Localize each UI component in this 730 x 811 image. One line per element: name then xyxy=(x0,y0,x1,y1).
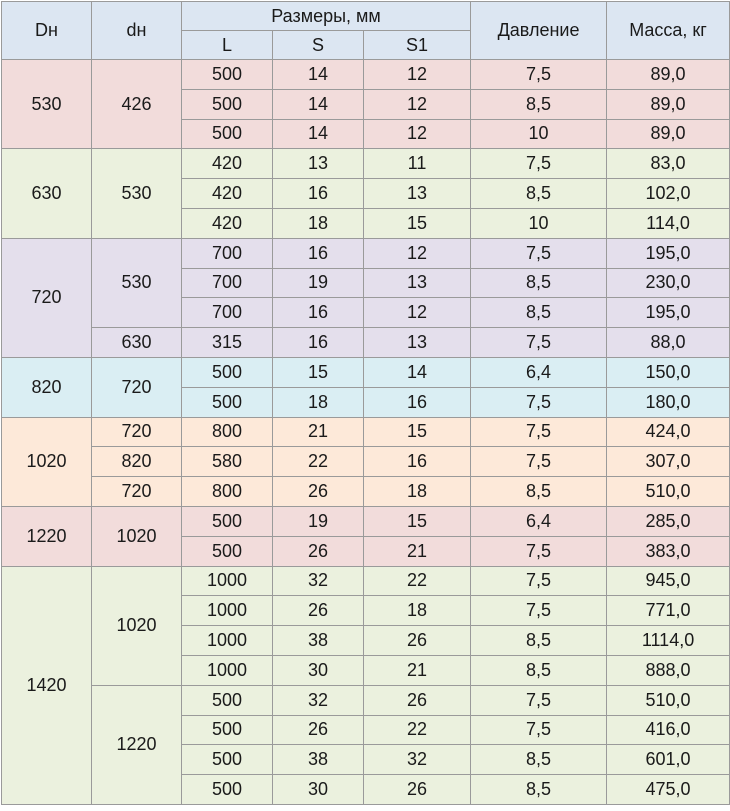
cell-mass: 195,0 xyxy=(607,238,730,268)
cell-pressure: 7,5 xyxy=(471,149,607,179)
cell-wall-s1: 12 xyxy=(364,119,471,149)
cell-wall-s: 38 xyxy=(273,626,364,656)
cell-mass: 945,0 xyxy=(607,566,730,596)
cell-wall-s1: 15 xyxy=(364,208,471,238)
cell-dn-outer: 1020 xyxy=(2,417,92,506)
cell-pressure: 7,5 xyxy=(471,417,607,447)
cell-wall-s1: 12 xyxy=(364,89,471,119)
cell-pressure: 8,5 xyxy=(471,89,607,119)
cell-wall-s: 16 xyxy=(273,238,364,268)
cell-mass: 285,0 xyxy=(607,506,730,536)
cell-length: 800 xyxy=(182,477,273,507)
cell-wall-s1: 26 xyxy=(364,626,471,656)
cell-length: 1000 xyxy=(182,655,273,685)
cell-pressure: 8,5 xyxy=(471,298,607,328)
table-row xyxy=(2,238,730,268)
cell-pressure: 10 xyxy=(471,208,607,238)
cell-wall-s1: 13 xyxy=(364,328,471,358)
specs-table xyxy=(1,1,730,805)
cell-pressure: 8,5 xyxy=(471,268,607,298)
cell-mass: 89,0 xyxy=(607,60,730,90)
cell-mass: 83,0 xyxy=(607,149,730,179)
cell-wall-s1: 16 xyxy=(364,447,471,477)
cell-wall-s1: 15 xyxy=(364,506,471,536)
cell-wall-s: 38 xyxy=(273,745,364,775)
cell-dn-inner: 720 xyxy=(92,477,182,507)
cell-pressure: 8,5 xyxy=(471,775,607,805)
cell-wall-s: 14 xyxy=(273,119,364,149)
cell-length: 500 xyxy=(182,715,273,745)
header-col-l: L xyxy=(182,31,273,60)
cell-dn-inner: 530 xyxy=(92,238,182,327)
cell-length: 500 xyxy=(182,775,273,805)
cell-wall-s: 32 xyxy=(273,566,364,596)
cell-pressure: 10 xyxy=(471,119,607,149)
cell-wall-s: 26 xyxy=(273,536,364,566)
cell-wall-s: 13 xyxy=(273,149,364,179)
table-row xyxy=(2,566,730,596)
cell-length: 420 xyxy=(182,179,273,209)
cell-mass: 114,0 xyxy=(607,208,730,238)
cell-mass: 88,0 xyxy=(607,328,730,358)
cell-wall-s1: 12 xyxy=(364,298,471,328)
cell-length: 500 xyxy=(182,119,273,149)
cell-mass: 1114,0 xyxy=(607,626,730,656)
cell-wall-s: 26 xyxy=(273,715,364,745)
cell-pressure: 7,5 xyxy=(471,536,607,566)
cell-pressure: 8,5 xyxy=(471,655,607,685)
cell-mass: 475,0 xyxy=(607,775,730,805)
cell-mass: 383,0 xyxy=(607,536,730,566)
header-col-s1: S1 xyxy=(364,31,471,60)
cell-wall-s1: 14 xyxy=(364,357,471,387)
cell-mass: 150,0 xyxy=(607,357,730,387)
cell-length: 500 xyxy=(182,387,273,417)
header-mass: Масса, кг xyxy=(607,2,730,60)
cell-wall-s: 30 xyxy=(273,775,364,805)
cell-wall-s1: 22 xyxy=(364,566,471,596)
cell-dn-outer: 1420 xyxy=(2,566,92,804)
cell-wall-s: 22 xyxy=(273,447,364,477)
table-row xyxy=(2,149,730,179)
cell-wall-s: 32 xyxy=(273,685,364,715)
cell-dn-inner: 426 xyxy=(92,60,182,149)
cell-wall-s: 19 xyxy=(273,268,364,298)
header-dn-outer: Dн xyxy=(2,2,92,60)
cell-wall-s1: 13 xyxy=(364,179,471,209)
cell-mass: 195,0 xyxy=(607,298,730,328)
cell-dn-inner: 1220 xyxy=(92,685,182,804)
cell-wall-s1: 11 xyxy=(364,149,471,179)
cell-mass: 771,0 xyxy=(607,596,730,626)
cell-wall-s1: 21 xyxy=(364,655,471,685)
table-row xyxy=(2,506,730,536)
cell-pressure: 6,4 xyxy=(471,357,607,387)
cell-pressure: 7,5 xyxy=(471,685,607,715)
cell-length: 580 xyxy=(182,447,273,477)
cell-length: 500 xyxy=(182,506,273,536)
cell-pressure: 7,5 xyxy=(471,447,607,477)
cell-wall-s1: 22 xyxy=(364,715,471,745)
header-pressure: Давление xyxy=(471,2,607,60)
cell-mass: 307,0 xyxy=(607,447,730,477)
cell-wall-s: 18 xyxy=(273,208,364,238)
table-row xyxy=(2,477,730,507)
cell-pressure: 6,4 xyxy=(471,506,607,536)
cell-pressure: 8,5 xyxy=(471,477,607,507)
table-header xyxy=(2,2,730,60)
table-row xyxy=(2,417,730,447)
cell-mass: 424,0 xyxy=(607,417,730,447)
cell-wall-s1: 12 xyxy=(364,238,471,268)
table-row xyxy=(2,685,730,715)
cell-mass: 102,0 xyxy=(607,179,730,209)
table-row xyxy=(2,328,730,358)
cell-length: 500 xyxy=(182,357,273,387)
cell-wall-s1: 18 xyxy=(364,477,471,507)
cell-wall-s1: 15 xyxy=(364,417,471,447)
cell-dn-outer: 720 xyxy=(2,238,92,357)
cell-wall-s1: 12 xyxy=(364,60,471,90)
cell-wall-s: 16 xyxy=(273,298,364,328)
cell-wall-s: 14 xyxy=(273,60,364,90)
cell-length: 700 xyxy=(182,238,273,268)
cell-wall-s1: 18 xyxy=(364,596,471,626)
header-dn-inner: dн xyxy=(92,2,182,60)
cell-length: 700 xyxy=(182,298,273,328)
cell-mass: 89,0 xyxy=(607,89,730,119)
cell-length: 1000 xyxy=(182,566,273,596)
table-row xyxy=(2,447,730,477)
cell-wall-s1: 16 xyxy=(364,387,471,417)
cell-mass: 416,0 xyxy=(607,715,730,745)
table-row xyxy=(2,60,730,90)
cell-wall-s: 26 xyxy=(273,477,364,507)
cell-dn-inner: 530 xyxy=(92,149,182,238)
cell-pressure: 7,5 xyxy=(471,60,607,90)
cell-mass: 89,0 xyxy=(607,119,730,149)
cell-wall-s: 15 xyxy=(273,357,364,387)
header-col-s: S xyxy=(273,31,364,60)
cell-wall-s1: 32 xyxy=(364,745,471,775)
header-sizes-group: Размеры, мм xyxy=(182,2,471,31)
cell-length: 420 xyxy=(182,149,273,179)
cell-length: 500 xyxy=(182,685,273,715)
cell-wall-s: 18 xyxy=(273,387,364,417)
cell-length: 420 xyxy=(182,208,273,238)
cell-dn-inner: 820 xyxy=(92,447,182,477)
cell-mass: 888,0 xyxy=(607,655,730,685)
cell-mass: 510,0 xyxy=(607,477,730,507)
cell-length: 700 xyxy=(182,268,273,298)
cell-wall-s1: 26 xyxy=(364,775,471,805)
cell-wall-s: 16 xyxy=(273,328,364,358)
cell-mass: 510,0 xyxy=(607,685,730,715)
cell-pressure: 8,5 xyxy=(471,626,607,656)
cell-dn-inner: 720 xyxy=(92,417,182,447)
cell-wall-s: 19 xyxy=(273,506,364,536)
cell-mass: 180,0 xyxy=(607,387,730,417)
cell-dn-inner: 1020 xyxy=(92,506,182,566)
cell-wall-s: 21 xyxy=(273,417,364,447)
cell-dn-outer: 630 xyxy=(2,149,92,238)
cell-pressure: 7,5 xyxy=(471,238,607,268)
cell-length: 315 xyxy=(182,328,273,358)
cell-length: 800 xyxy=(182,417,273,447)
cell-pressure: 7,5 xyxy=(471,566,607,596)
cell-length: 500 xyxy=(182,745,273,775)
cell-pressure: 7,5 xyxy=(471,387,607,417)
cell-length: 1000 xyxy=(182,596,273,626)
cell-dn-inner: 1020 xyxy=(92,566,182,685)
cell-mass: 230,0 xyxy=(607,268,730,298)
cell-dn-inner: 720 xyxy=(92,357,182,417)
cell-pressure: 8,5 xyxy=(471,179,607,209)
cell-pressure: 7,5 xyxy=(471,715,607,745)
cell-wall-s: 26 xyxy=(273,596,364,626)
table-body xyxy=(2,60,730,805)
cell-pressure: 7,5 xyxy=(471,596,607,626)
cell-length: 500 xyxy=(182,536,273,566)
table-row xyxy=(2,357,730,387)
cell-dn-inner: 630 xyxy=(92,328,182,358)
cell-dn-outer: 1220 xyxy=(2,506,92,566)
cell-wall-s: 30 xyxy=(273,655,364,685)
cell-wall-s1: 26 xyxy=(364,685,471,715)
cell-wall-s: 16 xyxy=(273,179,364,209)
cell-wall-s: 14 xyxy=(273,89,364,119)
cell-wall-s1: 13 xyxy=(364,268,471,298)
cell-length: 500 xyxy=(182,89,273,119)
cell-dn-outer: 530 xyxy=(2,60,92,149)
cell-wall-s1: 21 xyxy=(364,536,471,566)
cell-length: 1000 xyxy=(182,626,273,656)
cell-dn-outer: 820 xyxy=(2,357,92,417)
cell-length: 500 xyxy=(182,60,273,90)
cell-pressure: 8,5 xyxy=(471,745,607,775)
cell-mass: 601,0 xyxy=(607,745,730,775)
cell-pressure: 7,5 xyxy=(471,328,607,358)
